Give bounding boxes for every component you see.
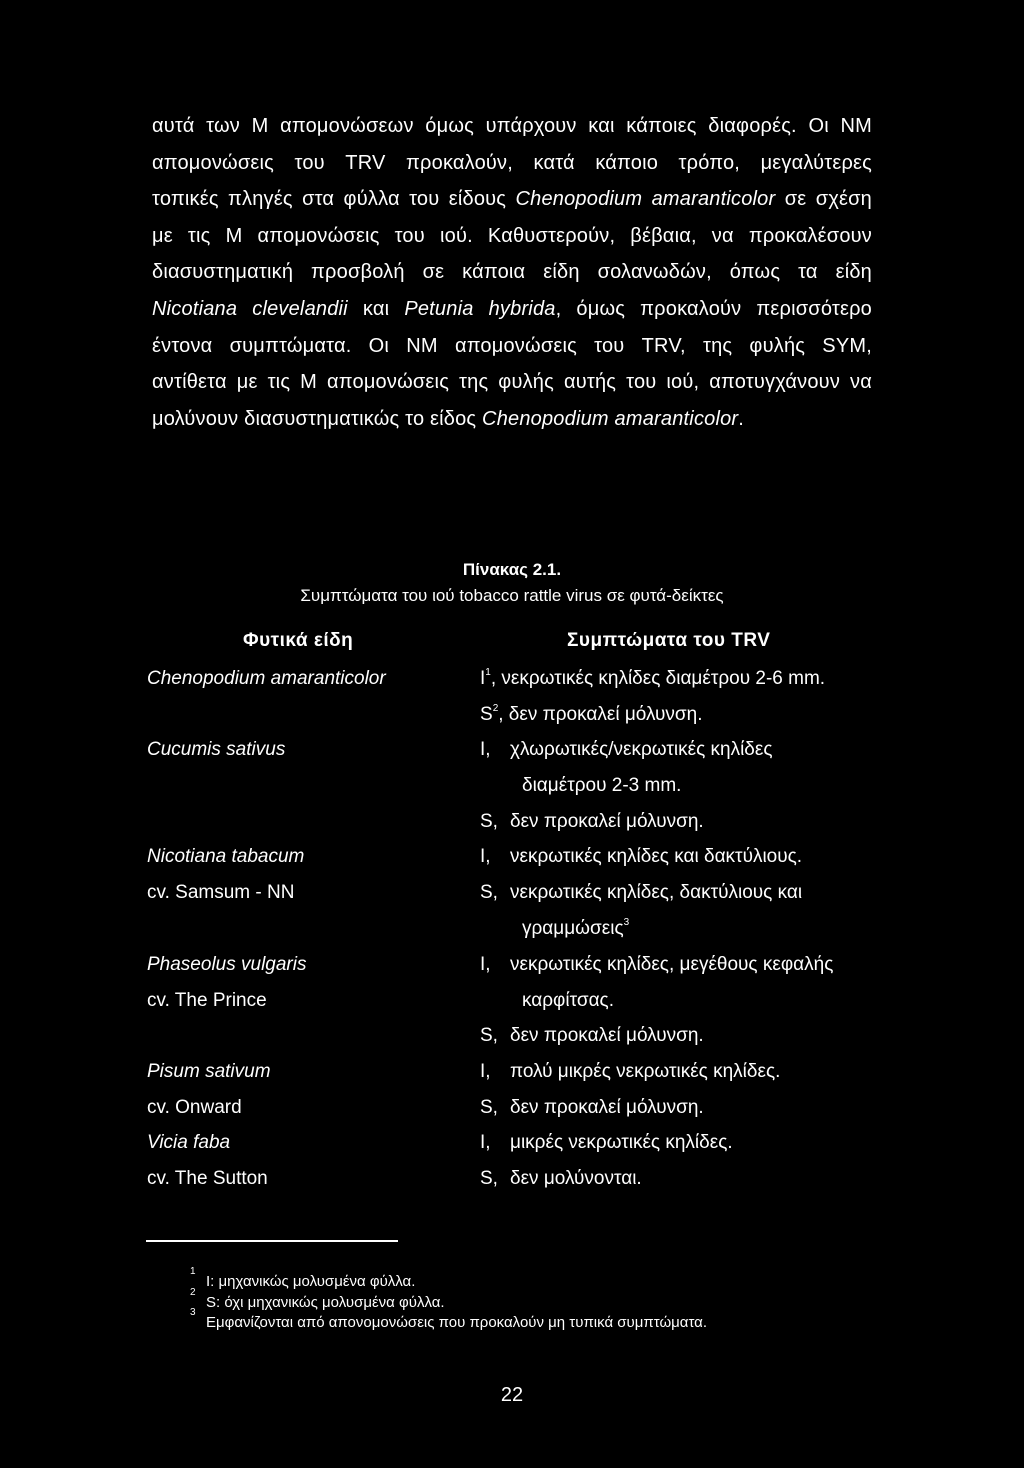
- symptom-description: καρφίτσας.: [522, 990, 614, 1011]
- footnote-number: 2: [190, 1287, 196, 1298]
- inoculation-code: S,: [480, 1168, 498, 1189]
- table-number: Πίνακας 2.1.: [462, 560, 562, 579]
- symptom-description: πολύ μικρές νεκρωτικές κηλίδες.: [510, 1061, 781, 1082]
- footnote-divider: [146, 1240, 398, 1242]
- inoculation-code: I,: [480, 846, 491, 867]
- plant-species: Pisum sativum: [147, 1061, 271, 1082]
- paragraph-line: έντονα συμπτώματα. Οι NM απομονώσεις του TRV, της φυλής SYM,: [152, 334, 872, 357]
- footnote-text: I: μηχανικώς μολυσμένα φύλλα.: [206, 1273, 416, 1290]
- plant-species: Nicotiana tabacum: [147, 846, 305, 867]
- footnote-mark: 3: [623, 916, 630, 928]
- symptom-description: δεν μολύνονται.: [510, 1168, 642, 1189]
- footnote: [190, 1266, 416, 1290]
- inoculation-code: S,: [480, 1097, 498, 1118]
- plant-cultivar: cv. The Prince: [147, 990, 267, 1011]
- paragraph-line: απομονώσεις του TRV προκαλούν, κατά κάποιο τρόπο, μεγαλύτερες: [152, 151, 872, 174]
- inoculation-code: I,: [480, 1132, 491, 1153]
- paragraph-line: τοπικές πληγές στα φύλλα του είδους Chenopodium amaranticolor σε σχέση: [152, 188, 872, 211]
- inoculation-code: I,: [480, 954, 491, 975]
- footnote-mark: 1: [485, 666, 491, 678]
- footnote-text: S: όχι μηχανικώς μολυσμένα φύλλα.: [206, 1294, 445, 1311]
- symptom-description: νεκρωτικές κηλίδες και δακτύλιους.: [510, 846, 803, 867]
- footnote-number: 1: [190, 1266, 196, 1277]
- species-name: Nicotiana clevelandii: [152, 297, 348, 320]
- symptom-description: διαμέτρου 2-3 mm.: [522, 775, 682, 796]
- plant-species: Cucumis sativus: [147, 739, 286, 760]
- symptom-description: δεν προκαλεί μόλυνση.: [510, 1097, 704, 1118]
- footnote-number: 3: [190, 1307, 196, 1318]
- paragraph-line: αυτά των M απομονώσεων όμως υπάρχουν και κάποιες διαφορές. Οι NM: [152, 115, 872, 137]
- paragraph-line: μολύνουν διασυστηματικώς το είδος Chenopodium amaranticolor.: [152, 407, 745, 430]
- symptom-description: δεν προκαλεί μόλυνση.: [510, 1025, 704, 1046]
- plant-species: Vicia faba: [147, 1132, 231, 1153]
- symptom-row: S$^2$, δεν προκαλεί μόλυνση.: [480, 702, 703, 725]
- footnote-text: Εμφανίζονται από απονομονώσεις που προκαλούν μη τυπικά συμπτώματα.: [206, 1314, 708, 1331]
- symptom-description: δεν προκαλεί μόλυνση.: [510, 811, 704, 832]
- plant-species: Phaseolus vulgaris: [147, 954, 307, 975]
- table-caption: Συμπτώματα του ιού tobacco rattle virus σε φυτά-δείκτες: [300, 586, 724, 605]
- plant-species: Chenopodium amaranticolor: [147, 668, 386, 689]
- column-header-plants: Φυτικά είδη: [243, 630, 354, 651]
- inoculation-code: S,: [480, 811, 498, 832]
- plant-cultivar: cv. The Sutton: [147, 1168, 268, 1189]
- footnote-mark: 2: [492, 702, 499, 714]
- symptom-description: χλωρωτικές/νεκρωτικές κηλίδες: [510, 739, 773, 760]
- footnote: [190, 1307, 708, 1331]
- symptom-description: νεκρωτικές κηλίδες, δακτύλιους και: [510, 882, 803, 903]
- symptom-description: μικρές νεκρωτικές κηλίδες.: [510, 1132, 733, 1153]
- column-header-symptoms: Συμπτώματα του TRV: [567, 630, 771, 651]
- symptom-row: I$^1$, νεκρωτικές κηλίδες διαμέτρου 2-6 mm.: [480, 666, 826, 689]
- species-name: Chenopodium amaranticolor: [482, 407, 739, 430]
- inoculation-code: S,: [480, 882, 498, 903]
- page-number: 22: [500, 1384, 524, 1406]
- symptom-description: νεκρωτικές κηλίδες, μεγέθους κεφαλής: [510, 954, 834, 975]
- inoculation-code: S,: [480, 1025, 498, 1046]
- paragraph-line: αντίθετα με τις M απομονώσεις της φυλής αυτής του ιού, αποτυγχάνουν να: [152, 371, 872, 394]
- footnote: [190, 1287, 445, 1311]
- paragraph-line: διασυστηματική προσβολή σε κάποια είδη σολανωδών, όπως τα είδη: [152, 261, 872, 284]
- plant-cultivar: cv. Onward: [147, 1097, 242, 1118]
- inoculation-code: I,: [480, 1061, 491, 1082]
- inoculation-code: I,: [480, 739, 491, 760]
- paragraph-line: Nicotiana clevelandii και Petunia hybrida, όμως προκαλούν περισσότερο: [152, 297, 873, 320]
- species-name: Petunia hybrida: [404, 297, 556, 320]
- plant-cultivar: cv. Samsum - NN: [147, 882, 295, 903]
- body-paragraph: [152, 108, 872, 437]
- species-name: Chenopodium amaranticolor: [515, 188, 776, 211]
- paragraph-line: με τις M απομονώσεις του ιού. Καθυστερούν, βέβαια, να προκαλέσουν: [152, 224, 872, 247]
- symptom-description: γραμμώσεις$^3$: [522, 916, 630, 939]
